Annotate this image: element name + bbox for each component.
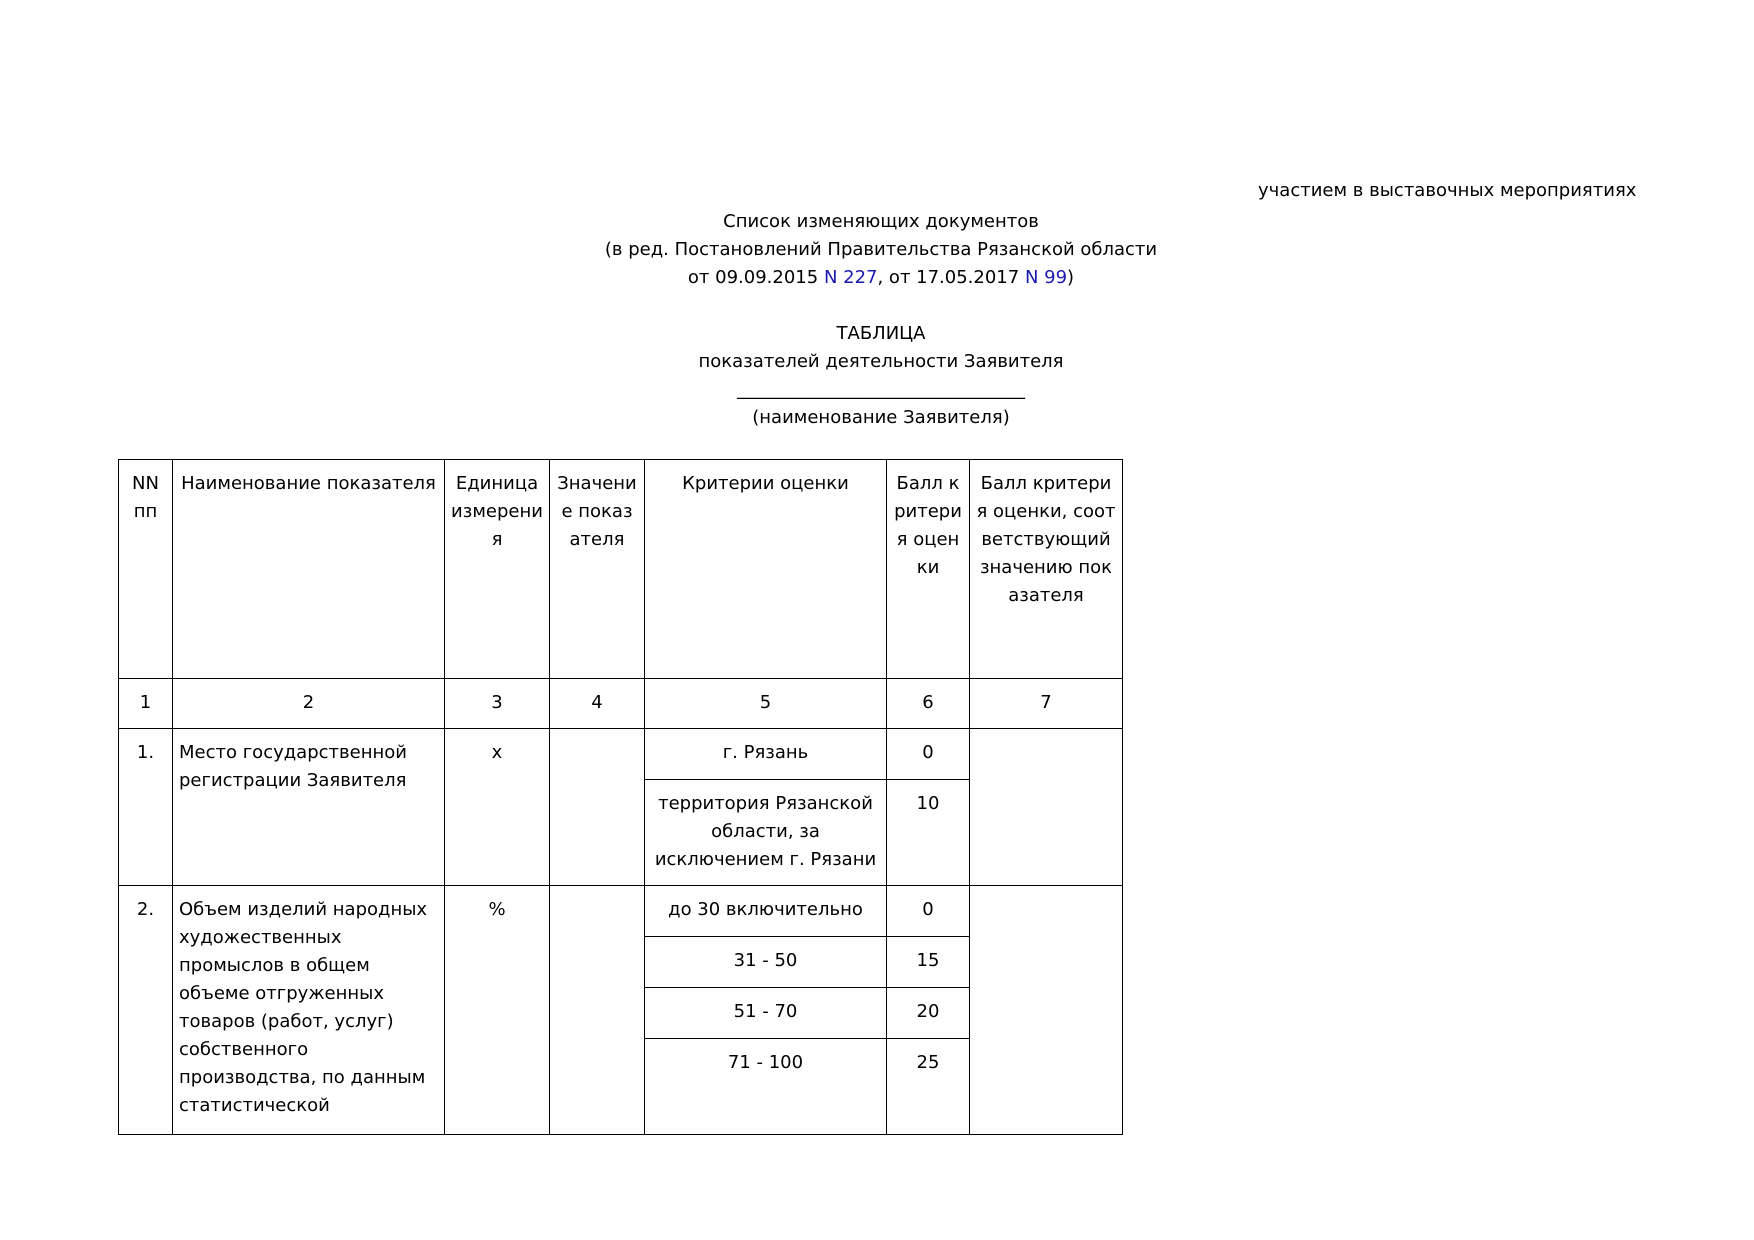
criterion-score: 20: [887, 988, 970, 1039]
amendments-dates: [0, 264, 1754, 292]
criterion-score: 0: [887, 886, 970, 937]
column-number-cell: 6: [887, 679, 970, 729]
header-cell: NN пп: [119, 460, 173, 679]
column-number-cell: 2: [173, 679, 445, 729]
column-number-row: [119, 679, 1123, 729]
criterion-label: до 30 включительно: [645, 886, 887, 937]
header-cell: Критерии оценки: [645, 460, 887, 679]
criterion-label: г. Рязань: [645, 729, 887, 780]
amendments-block: [0, 208, 1754, 292]
criterion-score: 0: [887, 729, 970, 780]
amendments-close-paren: ): [1067, 267, 1075, 288]
table-subtitle: показателей деятельности Заявителя: [698, 351, 1064, 372]
row-number: 2.: [119, 886, 173, 1135]
criterion-score: 10: [887, 780, 970, 886]
header-cell: Балл критерия оценки, соответствующий значению показателя: [970, 460, 1123, 679]
indicators-table: [118, 459, 1123, 1135]
criterion-score: 15: [887, 937, 970, 988]
amendments-reference: (в ред. Постановлений Правительства Рязанской области: [604, 239, 1158, 260]
amendments-date-2: , от 17.05.2017: [877, 267, 1025, 288]
column-number-cell: 4: [550, 679, 645, 729]
header-cell: Единица измерения: [445, 460, 550, 679]
column-number-cell: 5: [645, 679, 887, 729]
column-number-cell: 3: [445, 679, 550, 729]
table-row: [119, 729, 1123, 780]
indicator-unit: %: [445, 886, 550, 1135]
resolution-99-link[interactable]: N 99: [1024, 267, 1068, 288]
indicator-unit: x: [445, 729, 550, 886]
header-cell: Наименование показателя: [173, 460, 445, 679]
criterion-label: 31 - 50: [645, 937, 887, 988]
table-title-block: [0, 320, 1754, 432]
amendments-date-1: от 09.09.2015: [687, 267, 824, 288]
table-header-row: [119, 460, 1123, 679]
column-number-cell: 7: [970, 679, 1123, 729]
resolution-227-link[interactable]: N 227: [823, 267, 878, 288]
indicator-value-cell[interactable]: [550, 886, 645, 1135]
indicator-name: Объем изделий народных художественных промыслов в общем объеме отгруженных товаров (работ, услуг) собственного производства, по данным статистической: [173, 886, 445, 1135]
applicant-name-caption: (наименование Заявителя): [752, 407, 1010, 428]
matched-score-cell[interactable]: [970, 729, 1123, 886]
indicator-value-cell[interactable]: [550, 729, 645, 886]
matched-score-cell[interactable]: [970, 886, 1123, 1135]
applicant-name-blank: ________________________________: [737, 379, 1025, 400]
amendments-heading: Список изменяющих документов: [723, 211, 1039, 232]
table-heading: ТАБЛИЦА: [836, 323, 926, 344]
criterion-label: территория Рязанской области, за исключением г. Рязани: [645, 780, 887, 886]
header-cell: Значение показателя: [550, 460, 645, 679]
indicator-name: Место государственной регистрации Заявителя: [173, 729, 445, 886]
table-row: [119, 886, 1123, 937]
column-number-cell: 1: [119, 679, 173, 729]
header-cell: Балл критерия оценки: [887, 460, 970, 679]
criterion-label: 51 - 70: [645, 988, 887, 1039]
document-header-continuation: участием в выставочных мероприятиях: [1258, 180, 1637, 201]
row-number: 1.: [119, 729, 173, 886]
criterion-label: 71 - 100: [645, 1039, 887, 1135]
criterion-score: 25: [887, 1039, 970, 1135]
